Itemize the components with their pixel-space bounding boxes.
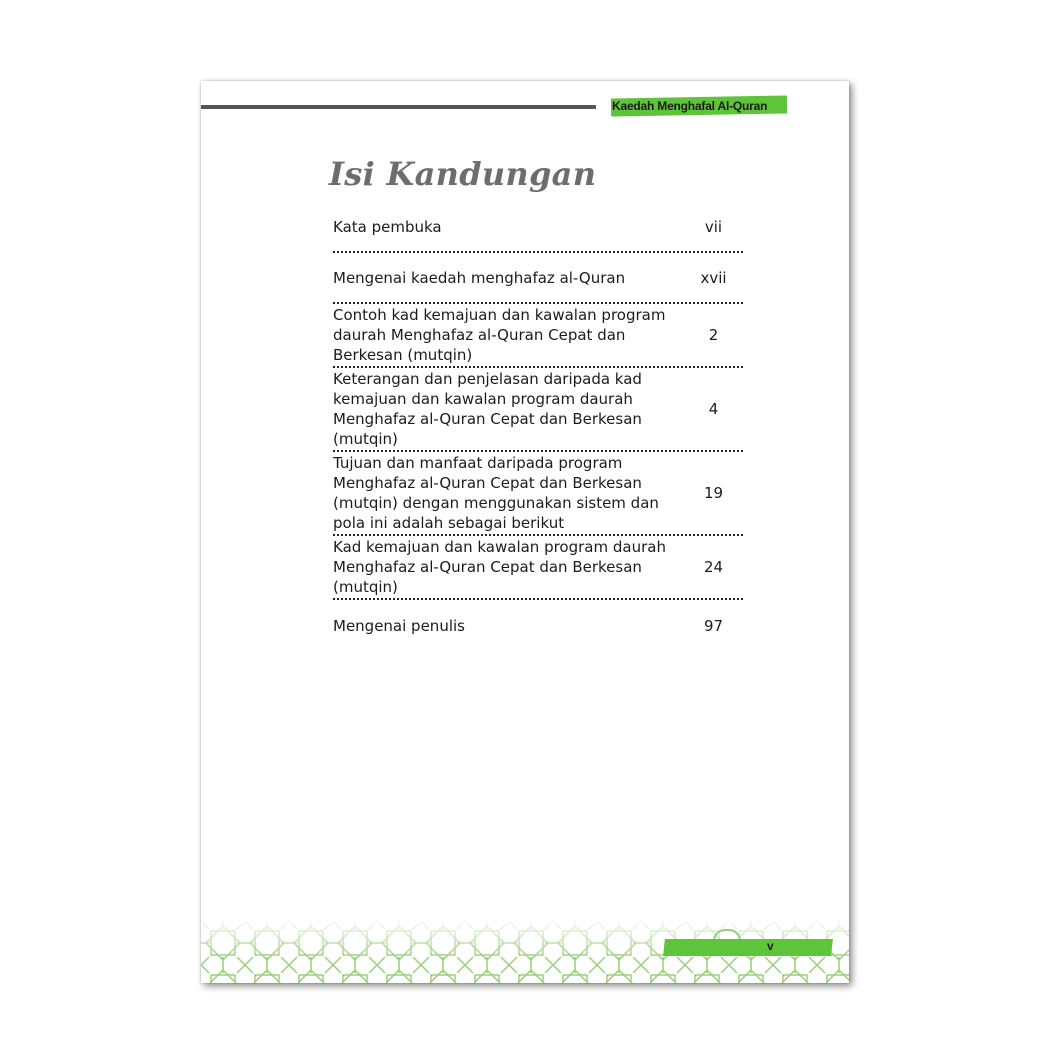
toc-entry: [333, 253, 743, 304]
toc-entry: [333, 600, 743, 652]
toc-entry: [333, 304, 743, 368]
toc-entry-page: 4: [708, 400, 719, 418]
book-page: [201, 81, 849, 983]
toc-entry: [333, 368, 743, 452]
toc-entry-page: 19: [703, 484, 724, 502]
toc-entry-title: Kata pembuka: [333, 218, 442, 236]
toc-entry-page: 24: [703, 558, 724, 576]
toc-entry-page: 97: [703, 617, 724, 635]
toc-entry: [333, 452, 743, 536]
page-number-tab: [663, 939, 833, 956]
toc-entry-title: Tujuan dan manfaat daripada program Menghafaz al-Quran Cepat dan Berkesan (mutqin) dengan menggunakan sistem dan pola ini adalah sebagai berikut: [333, 454, 659, 532]
toc-entry-title: Mengenai kaedah menghafaz al-Quran: [333, 268, 626, 287]
header-rule: [201, 105, 596, 109]
toc-entry-title: Keterangan dan penjelasan daripada kad kemajuan dan kawalan program daurah Menghafaz al-Quran Cepat dan Berkesan (mutqin): [333, 370, 642, 448]
toc-entry-page: vii: [704, 218, 723, 236]
toc-entry-title: Contoh kad kemajuan dan kawalan program daurah Menghafaz al-Quran Cepat dan Berkesan (mutqin): [333, 306, 666, 364]
toc-entry-page: xvii: [700, 268, 727, 287]
toc-entry: [333, 203, 743, 253]
toc-entry-title: Kad kemajuan dan kawalan program daurah Menghafaz al-Quran Cepat dan Berkesan (mutqin): [333, 538, 666, 596]
toc-list: [333, 203, 743, 652]
toc-entry: [333, 536, 743, 600]
toc-entry-title: Mengenai penulis: [333, 617, 465, 635]
running-title: Kaedah Menghafal Al-Quran: [612, 99, 768, 113]
page-number: v: [767, 939, 774, 953]
toc-entry-page: 2: [708, 326, 719, 344]
toc-heading: Isi Kandungan: [329, 155, 597, 193]
